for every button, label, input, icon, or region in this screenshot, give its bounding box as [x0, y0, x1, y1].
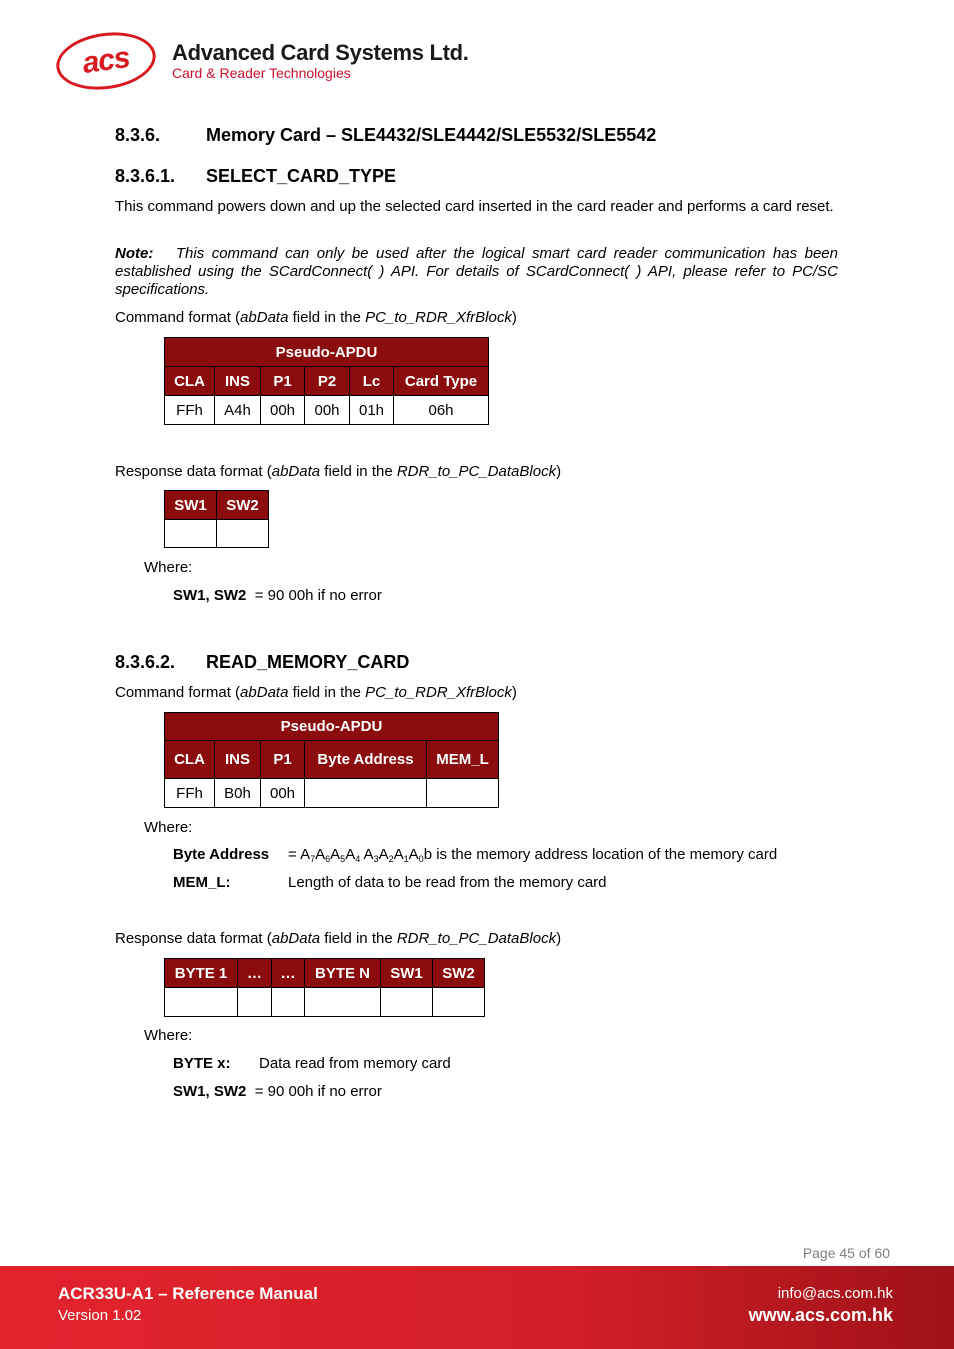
cell-ellipsis-2 [272, 988, 305, 1017]
apdu-caption: Pseudo-APDU [165, 338, 489, 367]
select-card-type-note [115, 245, 838, 299]
sub-a5: 5 [340, 854, 346, 864]
resp-suffix: ) [556, 930, 562, 947]
acs-logo [53, 26, 160, 95]
resp-block: RDR_to_PC_DataBlock [396, 463, 557, 480]
byte-address-term [173, 846, 269, 863]
section-title: Memory Card – SLE4432/SLE4442/SLE5532/SLE5542 [206, 125, 657, 145]
cell-sw1 [165, 520, 217, 548]
cell-sw1 [381, 988, 433, 1017]
header-p1: P1 [261, 367, 305, 396]
subsection-number: 8.3.6.2. [115, 652, 176, 672]
select-command-table [164, 337, 489, 425]
resp-block: RDR_to_PC_DataBlock [396, 930, 557, 947]
note-text: This command can only be used after the logical smart card reader communication has been established using the SCardConnect( ) API. For details of SCardConnect( ) API, please refer to PC/SC specifications. [115, 245, 838, 298]
read-response-table [164, 958, 485, 1017]
value-p1: 00h [261, 779, 305, 808]
header-byte-address: Byte Address [305, 741, 427, 779]
value-byte-address [305, 779, 427, 808]
logo-text: acs [80, 40, 132, 81]
header-p2: P2 [305, 367, 350, 396]
cmd-middle: field in the [288, 684, 366, 701]
header-sw1: SW1 [381, 959, 433, 988]
subsection-heading-select-card-type [115, 166, 396, 187]
sub-a7: 7 [310, 854, 316, 864]
resp-prefix: Response data format ( [115, 463, 272, 480]
cell-byte-n [305, 988, 381, 1017]
sub-a3: 3 [373, 854, 379, 864]
footer-bar [0, 1266, 954, 1349]
mem-l-desc: Length of data to be read from the memory card [288, 874, 607, 891]
def-term: SW1, SW2 [173, 1083, 247, 1100]
read-response-format-line [115, 930, 838, 948]
cmd-block: PC_to_RDR_XfrBlock [365, 309, 512, 326]
sub-a0: 0 [418, 854, 424, 864]
cell-sw2 [217, 520, 269, 548]
contact-email[interactable]: info@acs.com.hk [777, 1285, 893, 1302]
header-sw2: SW2 [217, 491, 269, 520]
header-byte-1: BYTE 1 [165, 959, 238, 988]
page-number: Page 45 of 60 [802, 1245, 890, 1261]
read-command-table [164, 712, 499, 808]
cell-sw2 [433, 988, 485, 1017]
resp-middle: field in the [320, 463, 397, 480]
apdu-caption: Pseudo-APDU [165, 713, 499, 741]
cmd-field: abData [240, 309, 289, 326]
header-sw2: SW2 [433, 959, 485, 988]
sub-a6: 6 [325, 854, 331, 864]
header-p1: P1 [261, 741, 305, 779]
value-card-type: 06h [394, 396, 489, 425]
read-command-format-line [115, 684, 838, 702]
subsection-number: 8.3.6.1. [115, 166, 176, 186]
header-cla: CLA [165, 367, 215, 396]
subsection-title: SELECT_CARD_TYPE [206, 166, 397, 186]
header-sw1: SW1 [165, 491, 217, 520]
read-where-label: Where: [144, 819, 193, 836]
cmd-suffix: ) [511, 684, 517, 701]
resp-middle: field in the [320, 930, 397, 947]
term-text: MEM_L: [173, 874, 231, 891]
desc-prefix: = A [288, 846, 311, 863]
manual-version: Version 1.02 [58, 1307, 142, 1324]
value-lc: 01h [350, 396, 394, 425]
header-card-type: Card Type [394, 367, 489, 396]
byte-address-desc: = $A_7A_6A_5A_4$ $A_3A_2A_1A_0b$ is the memory address location of the memory card [288, 846, 778, 864]
value-p2: 00h [305, 396, 350, 425]
value-ins: A4h [215, 396, 261, 425]
select-def-sw [173, 587, 382, 604]
def-desc: Data read from memory card [259, 1055, 451, 1072]
read-def-byte-x [173, 1055, 451, 1072]
value-cla: FFh [165, 396, 215, 425]
sub-a2: 2 [388, 854, 394, 864]
desc-suffix: b is the memory address location of the memory card [423, 846, 778, 863]
header-lc: Lc [350, 367, 394, 396]
header-ellipsis-2: … [272, 959, 305, 988]
note-label: Note: [115, 245, 154, 262]
cmd-prefix: Command format ( [115, 309, 241, 326]
select-response-format-line [115, 463, 838, 481]
def-desc: = 90 00h if no error [254, 1083, 382, 1100]
header-ins: INS [215, 741, 261, 779]
mem-l-term [173, 874, 231, 891]
cell-byte-1 [165, 988, 238, 1017]
value-mem-l [427, 779, 499, 808]
def-term: BYTE x: [173, 1055, 231, 1072]
def-term: SW1, SW2 [173, 587, 247, 604]
resp-prefix: Response data format ( [115, 930, 272, 947]
select-card-type-description: This command powers down and up the selected card inserted in the card reader and performs a card reset. [115, 198, 834, 215]
header-ins: INS [215, 367, 261, 396]
value-p1: 00h [261, 396, 305, 425]
cmd-middle: field in the [288, 309, 366, 326]
value-cla: FFh [165, 779, 215, 808]
term-text: Byte Address [173, 846, 270, 863]
manual-title: ACR33U-A1 – Reference Manual [58, 1284, 318, 1303]
select-command-format-line [115, 309, 838, 327]
sub-a1: 1 [403, 854, 409, 864]
read-def-sw [173, 1083, 382, 1100]
cmd-suffix: ) [511, 309, 517, 326]
cmd-field: abData [240, 684, 289, 701]
def-desc: = 90 00h if no error [254, 587, 382, 604]
sub-a4: 4 [355, 854, 361, 864]
website-link[interactable]: www.acs.com.hk [748, 1305, 893, 1325]
select-response-table [164, 490, 269, 548]
company-tagline: Card & Reader Technologies [172, 65, 351, 81]
resp-field: abData [271, 930, 321, 947]
cell-ellipsis-1 [238, 988, 272, 1017]
subsection-heading-read-memory-card [115, 652, 409, 673]
subsection-title: READ_MEMORY_CARD [206, 652, 410, 672]
company-name: Advanced Card Systems Ltd. [172, 40, 469, 65]
header-cla: CLA [165, 741, 215, 779]
cmd-block: PC_to_RDR_XfrBlock [365, 684, 512, 701]
value-ins: B0h [215, 779, 261, 808]
section-heading [115, 125, 656, 146]
resp-suffix: ) [556, 463, 562, 480]
header-byte-n: BYTE N [305, 959, 381, 988]
cmd-prefix: Command format ( [115, 684, 241, 701]
header-ellipsis-1: … [238, 959, 272, 988]
resp-field: abData [271, 463, 321, 480]
header-mem-l: MEM_L [427, 741, 499, 779]
select-where-label: Where: [144, 559, 193, 576]
section-number: 8.3.6. [115, 125, 161, 145]
read-where-label-2: Where: [144, 1027, 193, 1044]
